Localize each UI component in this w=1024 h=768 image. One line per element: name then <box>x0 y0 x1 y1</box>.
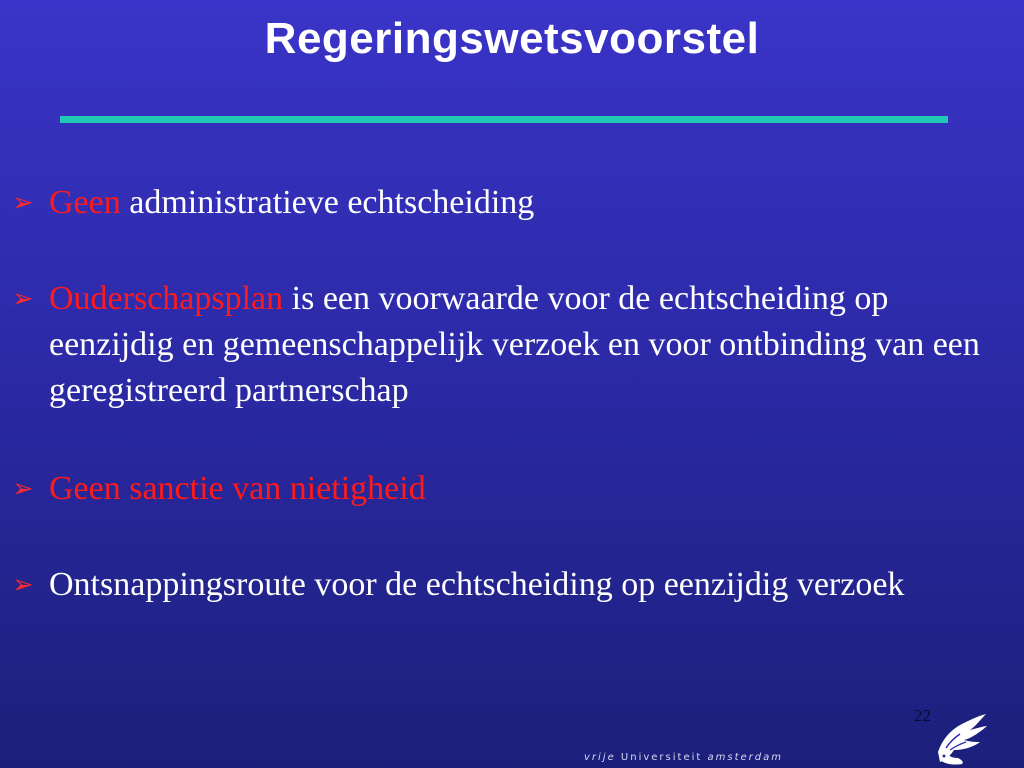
arrow-bullet-icon: ➢ <box>12 474 34 504</box>
arrow-bullet-icon: ➢ <box>12 188 34 218</box>
bullet-item <box>12 466 1002 512</box>
arrow-bullet-icon: ➢ <box>12 570 34 600</box>
bullet-highlight: Ouderschapsplan <box>49 280 284 317</box>
footer-university <box>584 752 783 763</box>
bullet-text <box>49 180 1002 226</box>
slide-title: Regeringswetsvoorstel <box>264 14 760 63</box>
bullet-highlight: Geen <box>49 184 121 221</box>
arrow-bullet-icon: ➢ <box>12 284 34 314</box>
bullet-text <box>49 276 1002 414</box>
bullet-item <box>12 557 932 613</box>
footer-part-2: Universiteit <box>620 752 708 763</box>
bullet-body: Ontsnappingsroute voor de echtscheiding op eenzijdig verzoek <box>49 566 905 603</box>
footer-part-3: amsterdam <box>707 752 783 763</box>
bullet-text <box>49 557 932 613</box>
title-underline <box>60 116 948 123</box>
footer-part-1: vrije <box>584 752 621 763</box>
vu-griffin-logo-icon <box>932 712 988 766</box>
bullet-body: is een voorwaarde voor de echtscheiding op eenzijdig en gemeenschappelijk verzoek en voor ontbinding van een geregistreerd partnerschap <box>49 280 980 409</box>
bullet-body: administratieve echtscheiding <box>120 184 535 221</box>
bullet-item <box>12 180 1002 226</box>
bullet-text <box>49 466 1002 512</box>
bullet-highlight: Geen sanctie van nietigheid <box>49 470 426 507</box>
page-number: 22 <box>914 706 931 725</box>
bullet-item <box>12 276 1002 414</box>
